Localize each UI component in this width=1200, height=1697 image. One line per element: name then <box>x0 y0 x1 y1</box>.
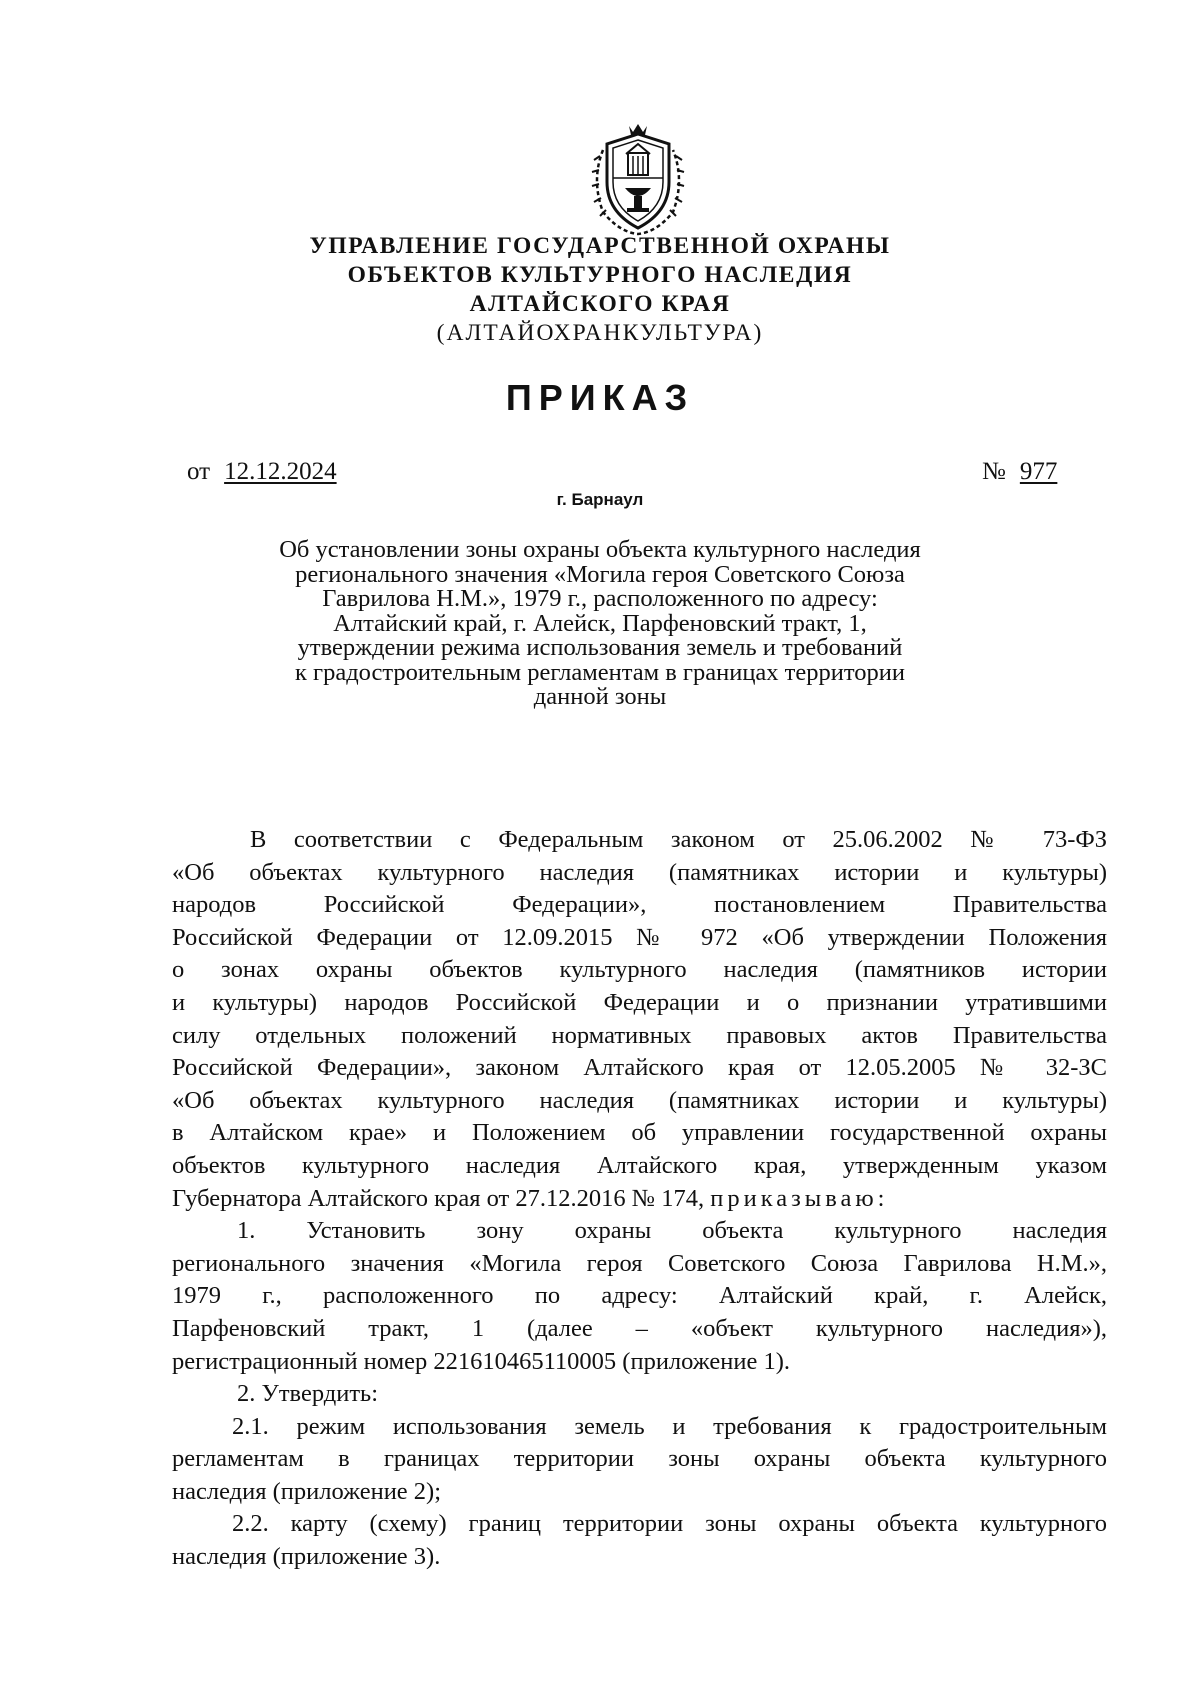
item-2-1-line: наследия (приложение 2); <box>172 1477 442 1505</box>
item-2-1-line: 2.1. режим использования земель и требования к градостроительным <box>232 1412 1107 1440</box>
preamble-line: «Об объектах культурного наследия (памятниках истории и культуры) <box>172 1086 1107 1114</box>
preamble-line: в Алтайском крае» и Положением об управлении государственной охраны <box>172 1119 1107 1147</box>
title-line: к градостроительным регламентам в границах территории <box>295 658 905 686</box>
city-name: г. Барнаул <box>556 490 644 509</box>
organization-name <box>260 232 940 348</box>
preamble-line: о зонах охраны объектов культурного наследия (памятников истории <box>172 956 1107 984</box>
preamble-line: «Об объектах культурного наследия (памятниках истории и культуры) <box>172 858 1107 886</box>
org-line-2: ОБЪЕКТОВ КУЛЬТУРНОГО НАСЛЕДИЯ <box>347 262 853 288</box>
order-date <box>187 458 337 486</box>
item-1-line: регионального значения «Могила героя Советского Союза Гаврилова Н.М.», <box>172 1249 1107 1277</box>
date-prefix: от <box>187 458 211 485</box>
preamble-line: В соответствии с Федеральным законом от 25.06.2002 № 73-ФЗ <box>250 826 1107 853</box>
preamble-line: народов Российской Федерации», постановлением Правительства <box>172 891 1107 919</box>
item-1-line: 1979 г., расположенного по адресу: Алтайский край, г. Алейск, <box>172 1282 1107 1310</box>
title-line: данной зоны <box>533 683 667 710</box>
item-1-line: регистрационный номер 221610465110005 (приложение 1). <box>172 1347 791 1375</box>
preamble-line: и культуры) народов Российской Федерации и о признании утратившими <box>172 988 1107 1016</box>
title-line: утверждении режима использования земель и требований <box>297 634 903 661</box>
preamble-last-line <box>172 1183 1107 1216</box>
date-value: 12.12.2024 <box>224 458 337 485</box>
item-2-2-line: наследия (приложение 3). <box>172 1543 441 1571</box>
order-word: приказываю: <box>710 1184 889 1212</box>
item-1-line: Парфеновский тракт, 1 (далее – «объект культурного наследия»), <box>172 1314 1107 1342</box>
title-line: Об установлении зоны охраны объекта культурного наследия <box>279 536 921 563</box>
org-line-3: АЛТАЙСКОГО КРАЯ <box>469 291 731 317</box>
preamble-closing-text: Губернатора Алтайского края от 27.12.2016 № 174, <box>172 1184 705 1212</box>
org-line-1: УПРАВЛЕНИЕ ГОСУДАРСТВЕННОЙ ОХРАНЫ <box>309 233 891 259</box>
title-line: регионального значения «Могила героя Советского Союза <box>295 560 905 588</box>
preamble-line: силу отдельных положений нормативных правовых актов Правительства <box>172 1021 1107 1049</box>
item-1-line: 1. Установить зону охраны объекта культурного наследия <box>237 1217 1107 1245</box>
preamble-line: Российской Федерации», законом Алтайского края от 12.05.2005 № 32-ЗС <box>172 1054 1107 1082</box>
order-body <box>172 824 1107 1574</box>
preamble-line: Российской Федерации от 12.09.2015 № 972 «Об утверждении Положения <box>172 923 1107 951</box>
preamble-line: объектов культурного наследия Алтайского края, утвержденным указом <box>172 1151 1107 1179</box>
order-title <box>240 538 960 710</box>
item-2-1-line: регламентам в границах территории зоны охраны объекта культурного <box>172 1445 1107 1473</box>
org-abbreviation: (АЛТАЙОХРАНКУЛЬТУРА) <box>436 320 764 346</box>
number-prefix: № <box>982 458 1006 485</box>
title-line: Алтайский край, г. Алейск, Парфеновский тракт, 1, <box>333 609 867 637</box>
number-value: 977 <box>1019 458 1058 485</box>
document-type-heading: ПРИКАЗ <box>505 377 695 418</box>
item-2-2-line: 2.2. карту (схему) границ территории зоны охраны объекта культурного <box>232 1510 1107 1538</box>
item-2-line: 2. Утвердить: <box>237 1380 379 1408</box>
title-line: Гаврилова Н.М.», 1979 г., расположенного по адресу: <box>322 585 878 612</box>
altai-krai-coat-of-arms-icon <box>583 120 693 240</box>
order-number <box>982 458 1057 486</box>
